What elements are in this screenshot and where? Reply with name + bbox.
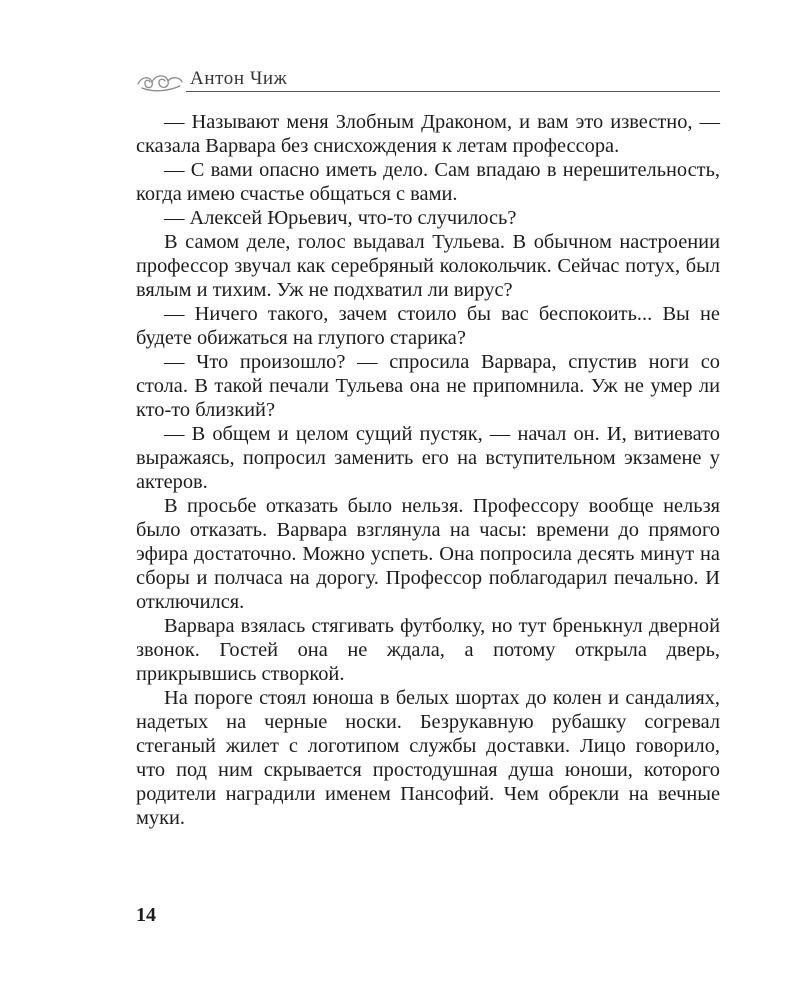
paragraph: — В общем и целом сущий пустяк, — начал он. И, витиевато выражаясь, попросил заменить его на вступительном экзамене у актеров. xyxy=(136,423,720,493)
paragraph: Варвара взялась стягивать футболку, но тут бренькнул дверной звонок. Гостей она не ждала, а потому открыла дверь, прикрывшись створкой. xyxy=(136,615,720,685)
body-text xyxy=(136,110,720,830)
paragraph: — Ничего такого, зачем стоило бы вас беспокоить... Вы не будете обижаться на глупого старика? xyxy=(136,303,720,349)
paragraph: — С вами опасно иметь дело. Сам впадаю в нерешительность, когда имею счастье общаться с вами. xyxy=(136,159,720,205)
running-header-author: Антон Чиж xyxy=(190,68,288,89)
running-header xyxy=(136,66,720,94)
paragraph: — Алексей Юрьевич, что-то случилось? xyxy=(164,207,517,229)
paragraph: В просьбе отказать было нельзя. Профессору вообще нельзя было отказать. Варвара взглянула на часы: времени до прямого эфира достаточно. Можно успеть. Она попросила десять минут на сборы и полчаса на дорогу. Профессор поблагодарил печально. И отключился. xyxy=(136,495,720,613)
page-number: 14 xyxy=(136,904,156,926)
paragraph: — Называют меня Злобным Драконом, и вам это известно, — сказала Варвара без снисхождения к летам профессора. xyxy=(136,111,720,157)
header-rule xyxy=(186,91,720,92)
paragraph: На пороге стоял юноша в белых шортах до колен и сандалиях, надетых на черные носки. Безрукавную рубашку согревал стеганый жилет с логотипом службы доставки. Лицо говорило, что под ним скрывается простодушная душа юноши, которого родители наградили именем Пансофий. Чем обрекли на вечные муки. xyxy=(136,687,720,829)
paragraph: — Что произошло? — спросила Варвара, спустив ноги со стола. В такой печали Тульева она не припомнила. Уж не умер ли кто-то близкий? xyxy=(136,351,720,421)
paragraph: В самом деле, голос выдавал Тульева. В обычном настроении профессор звучал как серебряный колокольчик. Сейчас потух, был вялым и тихим. Уж не подхватил ли вирус? xyxy=(136,231,720,301)
swirl-ornament-icon xyxy=(136,70,184,94)
